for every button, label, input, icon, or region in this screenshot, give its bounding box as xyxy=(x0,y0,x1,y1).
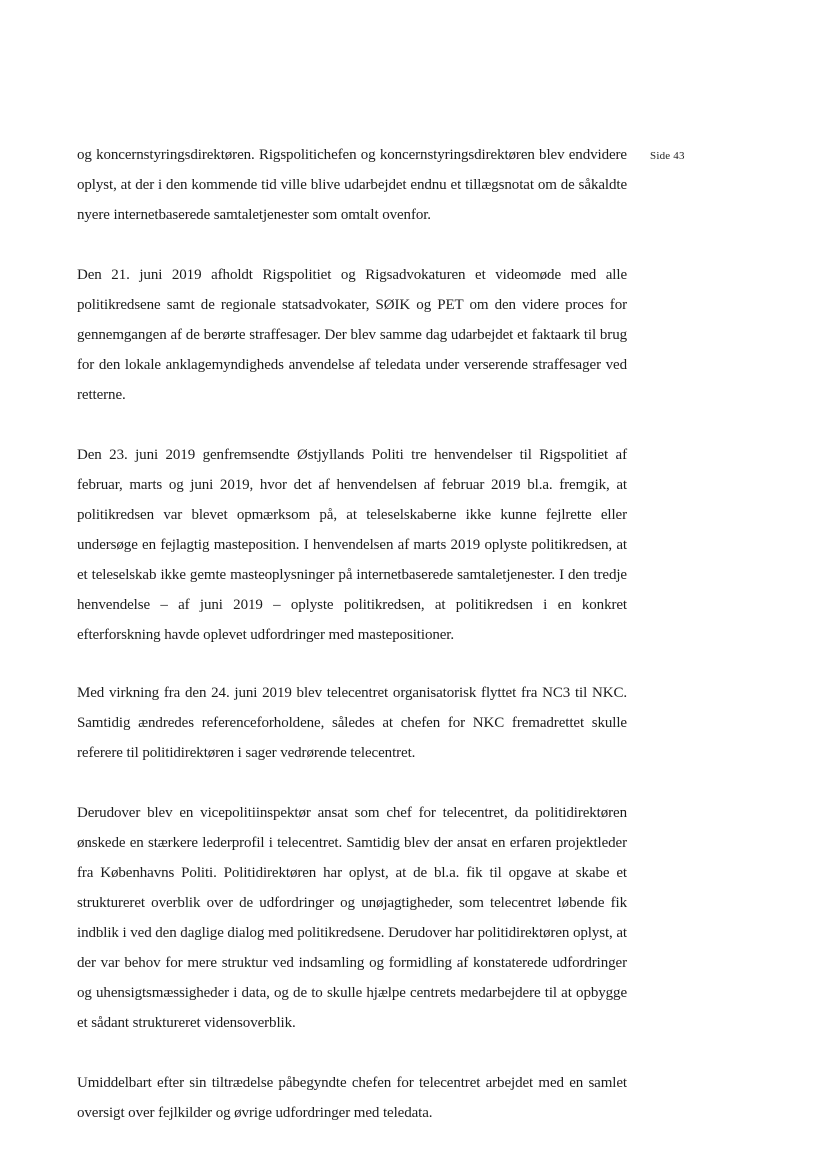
body-text xyxy=(77,140,627,1160)
paragraph: Den 21. juni 2019 afholdt Rigspolitiet og Rigsadvokaturen et videomøde med alle politikredsene samt de regionale statsadvokater, SØIK og PET om den videre proces for gennemgangen af de berørte straffesager. Der blev samme dag udarbejdet et faktaark til brug for den lokale anklagemyndigheds anvendelse af teledata under verserende straffesager ved retterne. xyxy=(77,267,627,403)
paragraph: Umiddelbart efter sin tiltrædelse påbegyndte chefen for telecentret arbejdet med en samlet oversigt over fejlkilder og øvrige udfordringer med teledata. xyxy=(77,1075,627,1121)
page-number: Side 43 xyxy=(650,150,685,162)
paragraph: Derudover blev en vicepolitiinspektør ansat som chef for telecentret, da politidirektøren ønskede en stærkere lederprofil i telecentret. Samtidig blev der ansat en erfaren projektleder fra Københavns Politi. Politidirektøren har oplyst, at de bl.a. fik til opgave at skabe et struktureret overblik over de udfordringer og unøjagtigheder, som telecentret løbende fik indblik i ved den daglige dialog med politikredsene. Derudover har politidirektøren oplyst, at der var behov for mere struktur ved indsamling og formidling af konstaterede udfordringer og uhensigtsmæssigheder i data, og de to skulle hjælpe centrets medarbejdere til at opbygge et sådant struktureret vidensoverblik. xyxy=(77,805,627,1031)
paragraph: Den 23. juni 2019 genfremsendte Østjyllands Politi tre henvendelser til Rigspolitiet af februar, marts og juni 2019, hvor det af henvendelsen af februar 2019 bl.a. fremgik, at politikredsen var blevet opmærksom på, at teleselskaberne ikke kunne fejlrette eller undersøge en fejlagtig masteposition. I henvendelsen af marts 2019 oplyste politikredsen, at et teleselskab ikke gemte masteoplysninger på internetbaserede samtaletjenester. I den tredje henvendelse – af juni 2019 – oplyste politikredsen, at politikredsen i en konkret efterforskning havde oplevet udfordringer med mastepositioner. xyxy=(77,447,627,643)
paragraph: og koncernstyringsdirektøren. Rigspolitichefen og koncernstyringsdirektøren blev endvidere oplyst, at der i den kommende tid ville blive udarbejdet endnu et tillægsnotat om de såkaldte nyere internetbaserede samtaletjenester som omtalt ovenfor. xyxy=(77,147,627,223)
paragraph: Med virkning fra den 24. juni 2019 blev telecentret organisatorisk flyttet fra NC3 til NKC. Samtidig ændredes referenceforholdene, således at chefen for NKC fremadrettet skulle referere til politidirektøren i sager vedrørende telecentret. xyxy=(77,685,627,761)
